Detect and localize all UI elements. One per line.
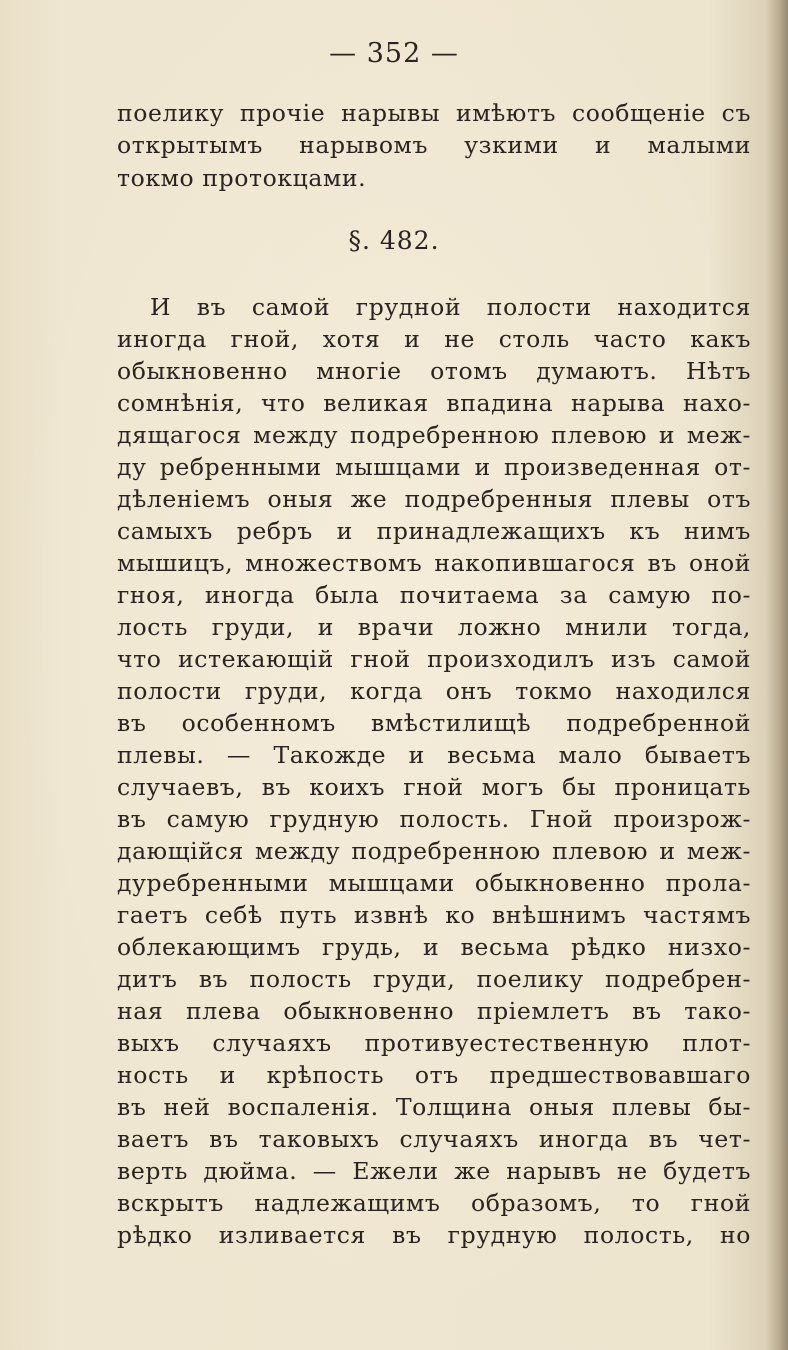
- body-line: въ самую грудную полость. Гной произрож-: [117, 805, 751, 833]
- body-line: въ ней воспаленія. Толщина оныя плевы бы-: [117, 1093, 751, 1121]
- body-line: гноя, иногда была почитаема за самую по-: [117, 581, 751, 609]
- body-line: И въ самой грудной полости находится: [150, 293, 751, 321]
- body-line: самыхъ ребръ и принадлежащихъ къ нимъ: [117, 517, 751, 545]
- body-line: верть дюйма. — Ежели же нарывъ не будетъ: [117, 1157, 751, 1185]
- body-line: выхъ случаяхъ противуестественную плот-: [117, 1029, 751, 1057]
- body-line: обыкновенно многіе отомъ думаютъ. Нѣтъ: [117, 357, 751, 385]
- intro-line: открытымъ нарывомъ узкими и малыми: [117, 131, 751, 159]
- body-line: ная плева обыкновенно пріемлетъ въ тако-: [117, 997, 751, 1025]
- body-line: гаетъ себѣ путь извнѣ ко внѣшнимъ частямъ: [117, 901, 751, 929]
- body-line: лость груди, и врачи ложно мнили тогда,: [117, 613, 751, 641]
- intro-line: поелику прочіе нарывы имѣютъ сообщеніе съ: [117, 99, 751, 127]
- body-line: облекающимъ грудь, и весьма рѣдко низхо-: [117, 933, 751, 961]
- body-line: въ особенномъ вмѣстилищѣ подребренной: [117, 709, 751, 737]
- page-edge-shadow: [766, 0, 788, 1350]
- intro-line: токмо протокцами.: [117, 164, 367, 192]
- body-line: случаевъ, въ коихъ гной могъ бы проницать: [117, 773, 751, 801]
- body-line: ность и крѣпость отъ предшествовавшаго: [117, 1061, 751, 1089]
- body-line: дающійся между подребренною плевою и меж-: [117, 837, 751, 865]
- body-line: что истекающій гной произходилъ изъ самой: [117, 645, 751, 673]
- body-line: дящагося между подребренною плевою и меж-: [117, 421, 751, 449]
- body-line: дѣленіемъ оныя же подребренныя плевы отъ: [117, 485, 751, 513]
- body-line: плевы. — Такожде и весьма мало бываетъ: [117, 741, 751, 769]
- body-line: дитъ въ полость груди, поелику подребрен-: [117, 965, 751, 993]
- body-line: иногда гной, хотя и не столь часто какъ: [117, 325, 751, 353]
- body-line: полости груди, когда онъ токмо находился: [117, 677, 751, 705]
- body-line: сомнѣнія, что великая впадина нарыва нахо-: [117, 389, 751, 417]
- body-line: ду ребренными мышцами и произведенная от-: [117, 453, 751, 481]
- body-line: мышицъ, множествомъ накопившагося въ оной: [117, 549, 751, 577]
- body-line: вскрытъ надлежащимъ образомъ, то гной: [117, 1189, 751, 1217]
- body-line: рѣдко изливается въ грудную полость, но: [117, 1221, 751, 1249]
- body-line: ваетъ въ таковыхъ случаяхъ иногда въ чет-: [117, 1125, 751, 1153]
- section-heading: §. 482.: [348, 226, 440, 255]
- body-line: дуребренными мышцами обыкновенно прола-: [117, 869, 751, 897]
- page-number: — 352 —: [329, 38, 459, 69]
